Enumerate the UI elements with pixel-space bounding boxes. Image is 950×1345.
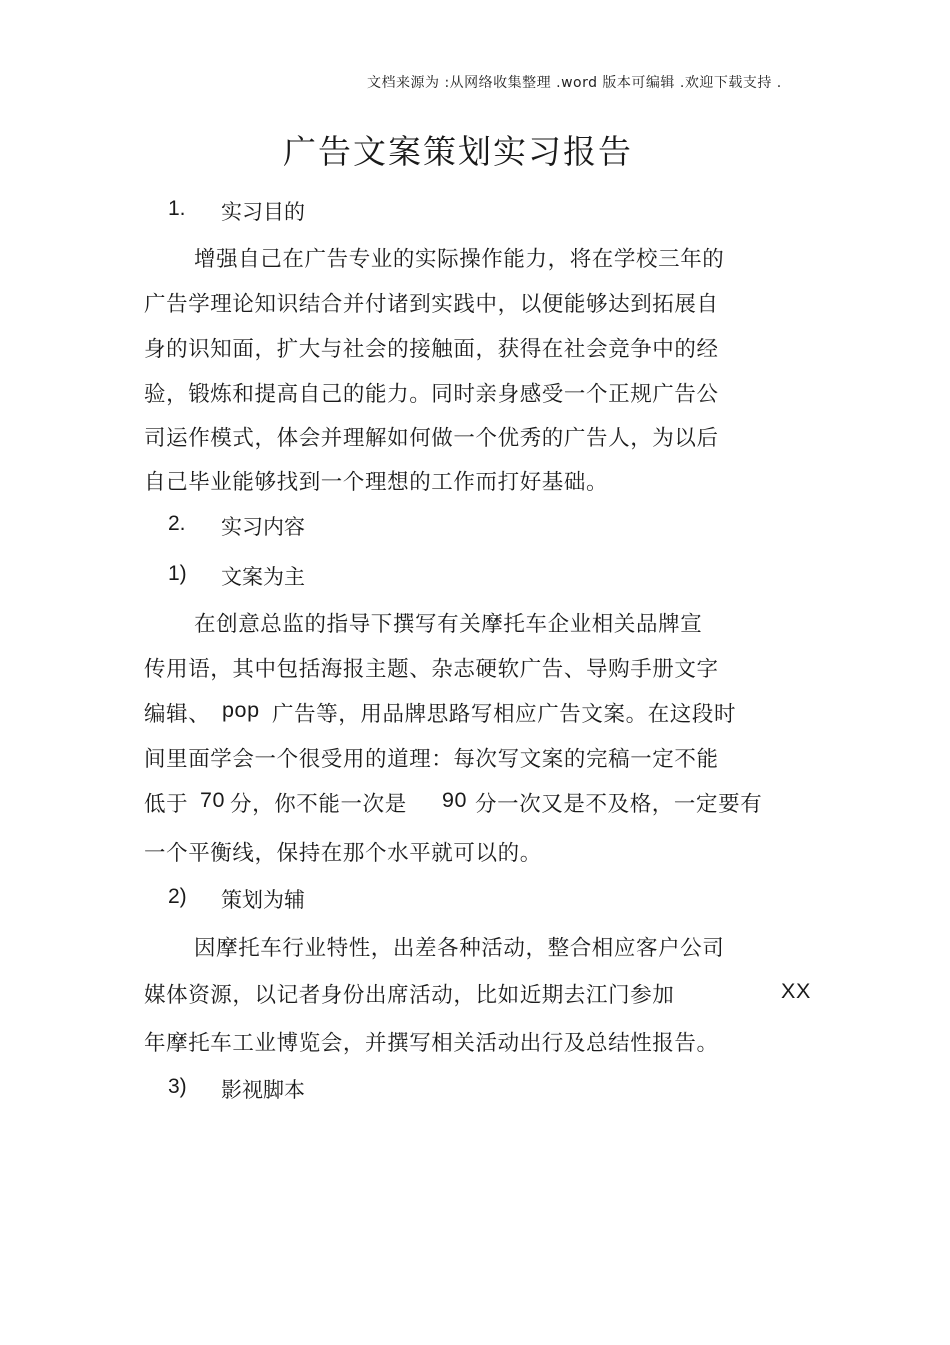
section-number: 2. — [168, 512, 186, 535]
text-line: 低于 — [144, 792, 189, 817]
text-line: 间里面学会一个很受用的道理：每次写文案的完稿一定不能 — [144, 747, 719, 772]
section-heading: 实习目的 — [221, 200, 305, 224]
text-line: 90 — [442, 788, 468, 812]
text-line: 司运作模式，体会并理解如何做一个优秀的广告人，为以后 — [144, 426, 719, 451]
text-line: 在创意总监的指导下撰写有关摩托车企业相关品牌宣 — [194, 612, 703, 637]
text-line: 自己毕业能够找到一个理想的工作而打好基础。 — [144, 470, 609, 495]
text-line: XX — [781, 979, 811, 1003]
text-line: 70 — [200, 788, 226, 812]
text-line: 分一次又是不及格，一定要有 — [475, 792, 763, 817]
subsection-heading: 影视脚本 — [221, 1078, 305, 1102]
text-line: 分，你不能一次是 — [230, 792, 407, 817]
subsection-heading: 文案为主 — [221, 565, 305, 589]
text-line: 验，锻炼和提高自己的能力。同时亲身感受一个正规广告公 — [144, 382, 719, 407]
text-line: 身的识知面，扩大与社会的接触面，获得在社会竞争中的经 — [144, 337, 719, 362]
text-line: 因摩托车行业特性，出差各种活动，整合相应客户公司 — [194, 936, 725, 961]
text-line: 年摩托车工业博览会，并撰写相关活动出行及总结性报告。 — [144, 1031, 719, 1056]
subsection-number: 1) — [168, 562, 187, 585]
section-number: 1. — [168, 197, 186, 220]
text-line: 编辑、 — [144, 702, 211, 727]
subsection-number: 2) — [168, 885, 187, 908]
section-heading: 实习内容 — [221, 515, 305, 539]
text-line: 媒体资源，以记者身份出席活动，比如近期去江门参加 — [144, 983, 675, 1008]
text-line: 一个平衡线，保持在那个水平就可以的。 — [144, 841, 542, 866]
text-line: 传用语，其中包括海报主题、杂志硬软广告、导购手册文字 — [144, 657, 719, 682]
text-line: 广告学理论知识结合并付诸到实践中，以便能够达到拓展自 — [144, 292, 719, 317]
page-title: 广告文案策划实习报告 — [283, 132, 633, 171]
text-line: 广告等，用品牌思路写相应广告文案。在这段时 — [272, 702, 737, 727]
text-line: pop — [222, 698, 260, 722]
header-note: 文档来源为 :从网络收集整理 .word 版本可编辑 .欢迎下载支持 . — [367, 75, 782, 91]
subsection-heading: 策划为辅 — [221, 888, 305, 912]
subsection-number: 3) — [168, 1075, 187, 1098]
text-line: 增强自己在广告专业的实际操作能力，将在学校三年的 — [194, 247, 725, 272]
